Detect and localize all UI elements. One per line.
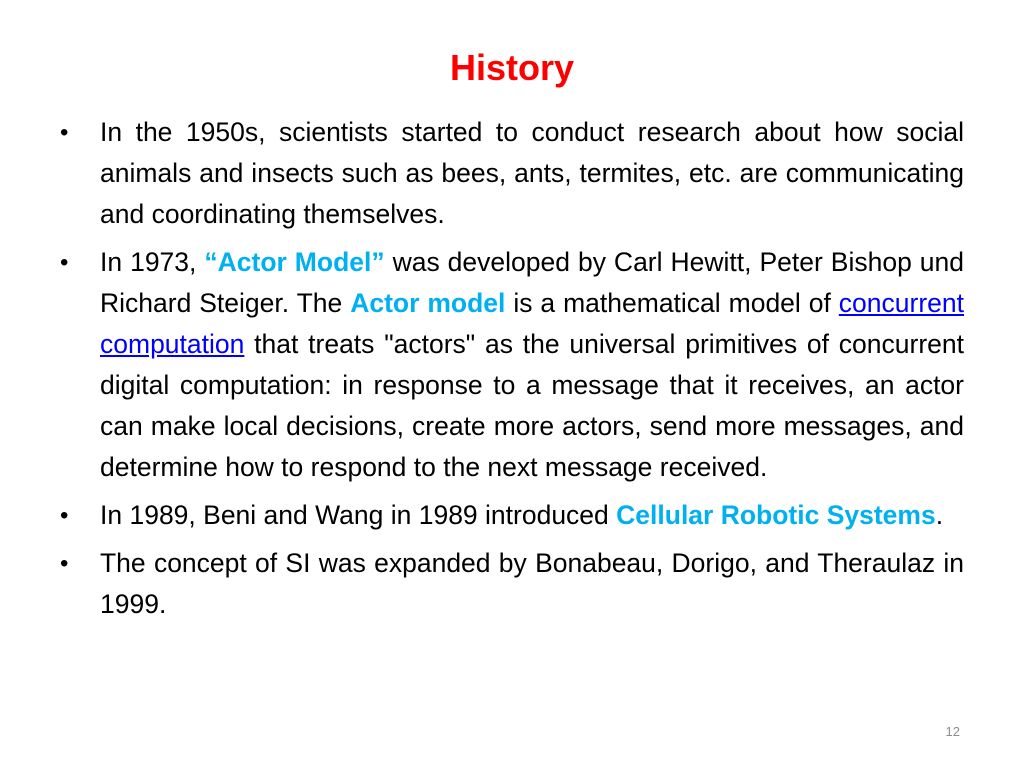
bullet-text: In the 1950s, scientists started to conduct research about how social animals and insects such as bees, ants, termites, etc. are communicating and coordinating themselves. [100,117,964,229]
bullet-item-1950s [60,112,964,235]
bullet-text-part: is a mathematical model of [505,288,839,318]
slide-title: History [449,47,575,88]
bullet-item-1989 [60,495,964,536]
bullet-marker: • [60,550,69,577]
bullet-marker: • [60,249,69,276]
bullet-text-part: that treats "actors" as the universal primitives of concurrent digital computation: in response to a message that it receives, an actor can make local decisions, create more actors, send more messages, and determine how to respond to the next message received. [100,329,964,482]
bullet-item-1999 [60,543,964,625]
page-number: 12 [945,724,960,739]
bullet-text: The concept of SI was expanded by Bonabeau, Dorigo, and Theraulaz in 1999. [100,548,964,619]
bullet-text-part: In 1989, Beni and Wang in 1989 introduced [100,500,617,530]
actor-model-term: Actor model [350,288,506,318]
concurrent-computation-link[interactable]: concurrent computation [100,288,964,359]
bullet-text-part: . [935,500,944,530]
bullet-item-1973 [60,242,964,488]
actor-model-highlight: “Actor Model” [204,247,385,277]
cellular-robotic-systems-highlight: Cellular Robotic Systems [616,500,936,530]
bullet-list [60,112,964,632]
bullet-text-part: In 1973, [100,247,205,277]
bullet-marker: • [60,119,69,146]
bullet-text-part: was developed by Carl Hewitt, Peter Bishop und Richard Steiger. The [100,247,964,318]
bullet-marker: • [60,502,69,529]
